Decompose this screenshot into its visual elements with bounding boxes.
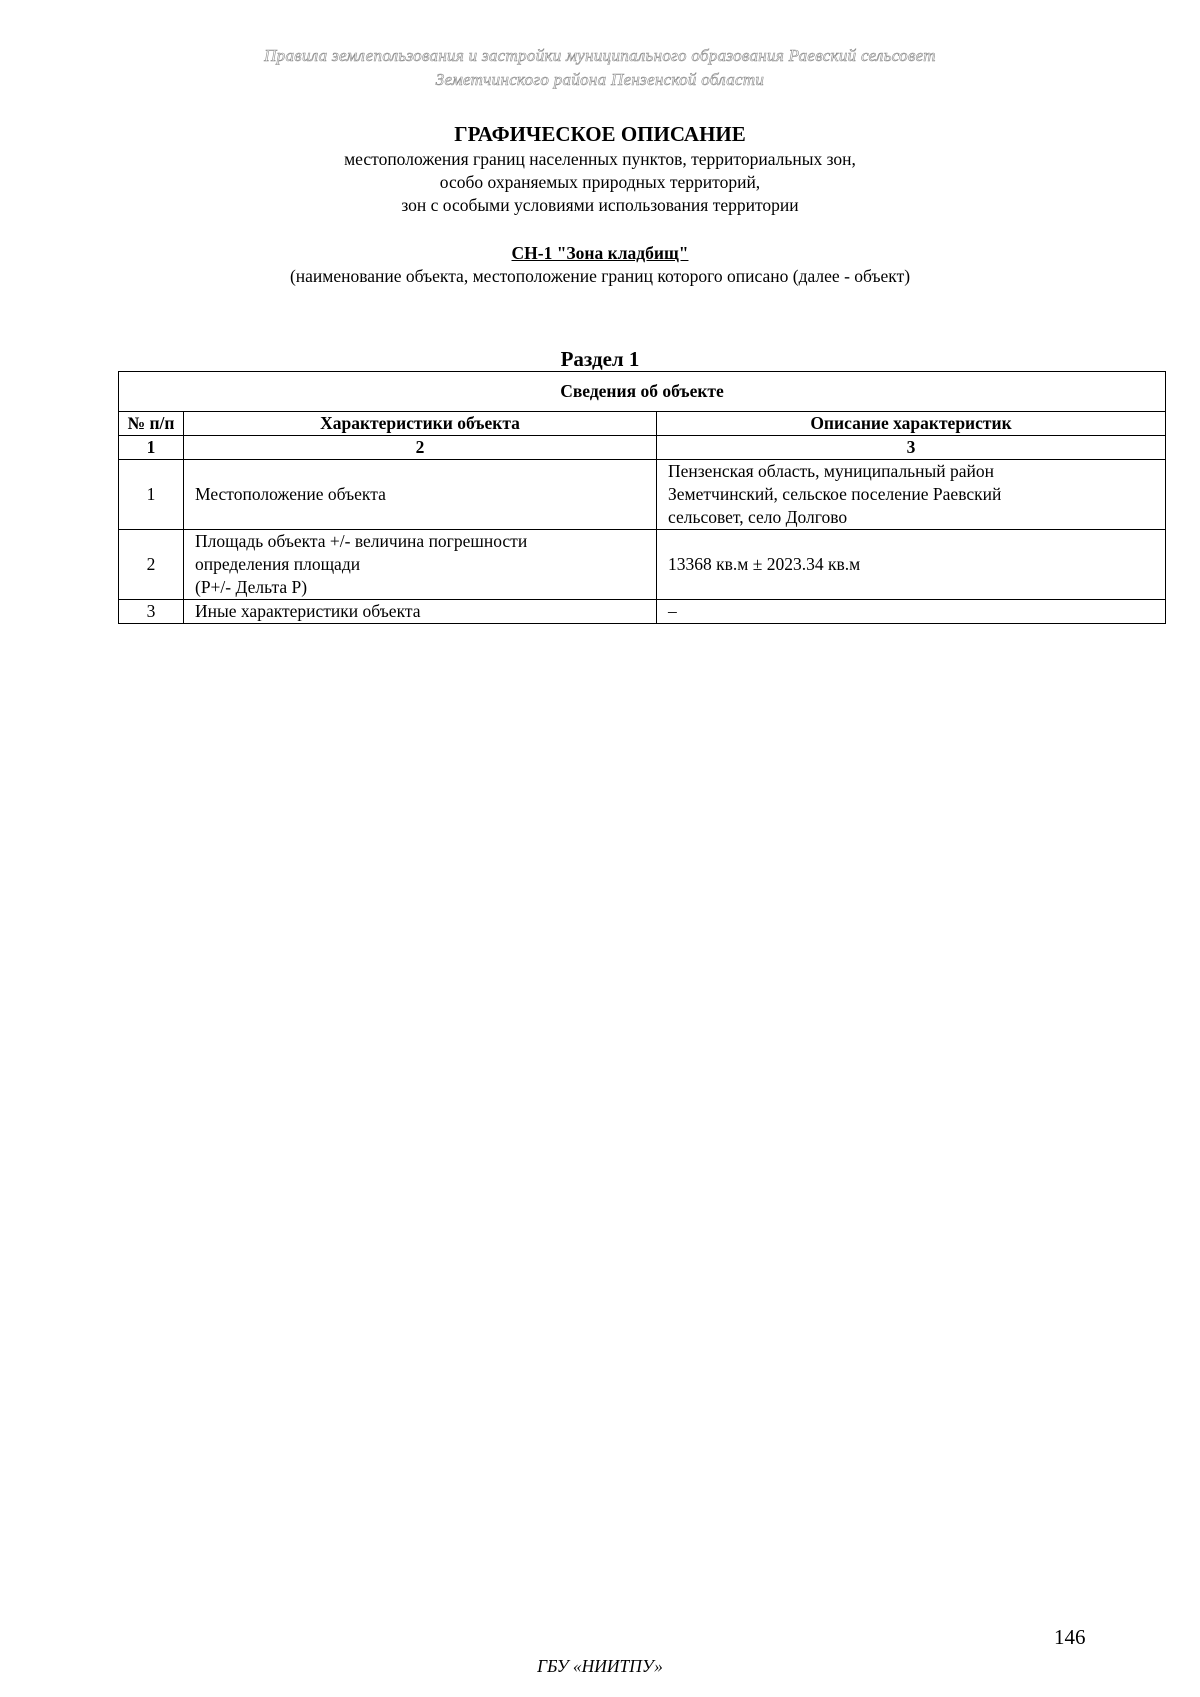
cell-line: (Р+/- Дельта Р) (195, 577, 308, 597)
cell-line: Земетчинский, сельское поселение Раевский (668, 484, 1002, 504)
object-caption: (наименование объекта, местоположение границ которого описано (далее - объект) (289, 266, 911, 286)
document-subtitle (0, 148, 1200, 217)
cell-line: Площадь объекта +/- величина погрешности (195, 531, 528, 551)
header-description: Описание характеристик (657, 412, 1166, 436)
subtitle-line: особо охраняемых природных территорий, (439, 172, 761, 192)
row-characteristic (184, 530, 657, 600)
column-index: 1 (119, 436, 184, 460)
table-header-row (119, 412, 1166, 436)
table-row (119, 600, 1166, 624)
column-index: 3 (657, 436, 1166, 460)
cell-line: Местоположение объекта (195, 484, 386, 504)
cell-line: определения площади (195, 554, 361, 574)
row-number: 1 (119, 460, 184, 530)
row-number: 2 (119, 530, 184, 600)
row-number: 3 (119, 600, 184, 624)
page-number: 146 (1054, 1625, 1086, 1649)
object-name-text: СН-1 "Зона кладбищ" (511, 243, 689, 263)
column-index: 2 (184, 436, 657, 460)
row-description (657, 460, 1166, 530)
document-title: ГРАФИЧЕСКОЕ ОПИСАНИЕ (454, 122, 746, 146)
row-characteristic (184, 600, 657, 624)
header-characteristic: Характеристики объекта (184, 412, 657, 436)
cell-line: 13368 кв.м ± 2023.34 кв.м (668, 554, 861, 574)
document-footer: ГБУ «НИИТПУ» (537, 1656, 663, 1676)
header-num: № п/п (119, 412, 184, 436)
subtitle-line: зон с особыми условиями использования территории (401, 195, 799, 215)
document-header-note (0, 44, 1200, 92)
table-caption-row (119, 372, 1166, 412)
section-title: Раздел 1 (560, 347, 640, 371)
table-column-index-row (119, 436, 1166, 460)
table-row (119, 530, 1166, 600)
row-description (657, 600, 1166, 624)
cell-line: сельсовет, село Долгово (668, 507, 848, 527)
header-note-line: Земетчинского района Пензенской области (435, 70, 765, 89)
table-row (119, 460, 1166, 530)
object-name (0, 242, 1200, 264)
table-caption: Сведения об объекте (119, 372, 1166, 412)
header-note-line: Правила землепользования и застройки муниципального образования Раевский сельсовет (264, 46, 936, 65)
row-characteristic (184, 460, 657, 530)
cell-line: Иные характеристики объекта (195, 601, 421, 621)
cell-line: – (668, 601, 677, 621)
row-description (657, 530, 1166, 600)
subtitle-line: местоположения границ населенных пунктов, территориальных зон, (344, 149, 856, 169)
cell-line: Пензенская область, муниципальный район (668, 461, 995, 481)
object-info-table (118, 371, 1166, 624)
